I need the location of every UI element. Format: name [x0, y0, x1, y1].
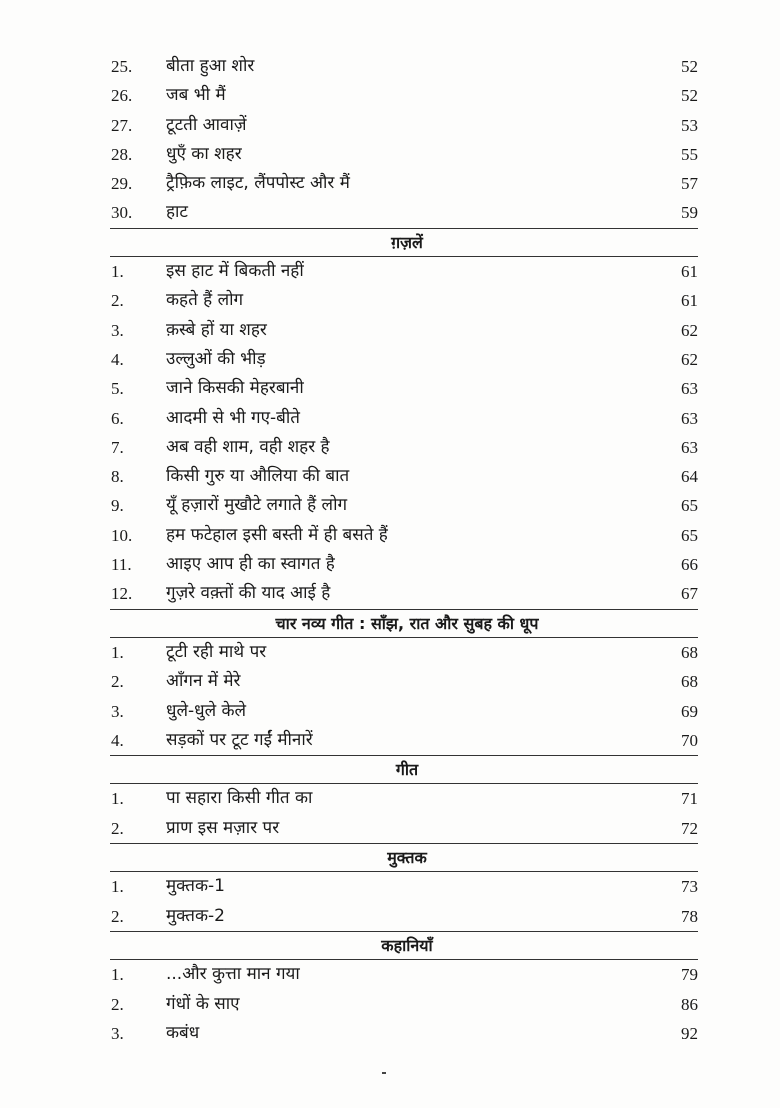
- entry-title: ट्रैफ़िक लाइट, लैंपपोस्ट और मैं: [166, 173, 350, 194]
- entry-page-number: 79: [681, 965, 698, 985]
- entry-page-number: 63: [681, 437, 698, 457]
- entry-number: 27.: [111, 115, 133, 135]
- entry-title: मुक्तक-1: [166, 876, 225, 897]
- entry-number: 3.: [111, 701, 124, 721]
- entry-number: 10.: [111, 525, 133, 545]
- entry-page-number: 61: [681, 262, 698, 282]
- entry-number: 28.: [111, 144, 133, 164]
- entry-number: 25.: [111, 57, 133, 76]
- entry-page-number: 66: [681, 555, 698, 575]
- page-footer-mark: [382, 1072, 386, 1074]
- entry-title: किसी गुरु या औलिया की बात: [166, 466, 350, 487]
- section-heading: [0, 228, 780, 257]
- entry-number: 30.: [111, 203, 133, 223]
- toc-entry: [0, 140, 780, 169]
- entry-title: टूटती आवाज़ें: [166, 114, 247, 135]
- entry-number: 2.: [111, 672, 124, 692]
- entry-number: 6.: [111, 408, 124, 428]
- entry-page-number: 62: [681, 349, 698, 369]
- section-heading: [0, 755, 780, 784]
- toc-entry: [0, 960, 780, 989]
- section-heading: [0, 843, 780, 872]
- entry-title: जब भी मैं: [166, 85, 226, 106]
- entry-page-number: 72: [681, 818, 698, 838]
- toc-entry: [0, 491, 780, 520]
- entry-page-number: 63: [681, 408, 698, 428]
- entry-page-number: 69: [681, 701, 698, 721]
- toc-entry: [0, 52, 780, 81]
- toc-entry: [0, 550, 780, 579]
- entry-number: 1.: [111, 877, 124, 897]
- toc-entry: [0, 697, 780, 726]
- toc-entry: [0, 169, 780, 198]
- entry-page-number: 73: [681, 877, 698, 897]
- entry-page-number: 52: [681, 86, 698, 106]
- entry-page-number: 64: [681, 467, 698, 487]
- toc-entry: [0, 111, 780, 140]
- entry-title: उल्लुओं की भीड़: [166, 348, 266, 369]
- toc-entry: [0, 374, 780, 403]
- toc-entry: [0, 579, 780, 608]
- entry-number: 3.: [111, 320, 124, 340]
- entry-page-number: 55: [681, 144, 698, 164]
- entry-number: 1.: [111, 789, 124, 809]
- entry-title: प्राण इस मज़ार पर: [166, 817, 280, 838]
- toc-entry: [0, 902, 780, 931]
- section-title: मुक्तक: [387, 848, 427, 868]
- entry-page-number: 86: [681, 994, 698, 1014]
- entry-number: 8.: [111, 467, 124, 487]
- entry-page-number: 78: [681, 906, 698, 926]
- section-title: चार नव्य गीत : साँझ, रात और सुबह की धूप: [275, 613, 539, 633]
- toc-entry: [0, 81, 780, 110]
- entry-title: पा सहारा किसी गीत का: [166, 788, 313, 809]
- entry-number: 2.: [111, 818, 124, 838]
- entry-number: 2.: [111, 291, 124, 311]
- entry-page-number: 62: [681, 320, 698, 340]
- toc-entry: [0, 404, 780, 433]
- entry-page-number: 92: [681, 1023, 698, 1043]
- entry-page-number: 71: [681, 789, 698, 809]
- entry-number: 1.: [111, 965, 124, 985]
- toc-entry: [0, 345, 780, 374]
- entry-title: आदमी से भी गए-बीते: [166, 407, 300, 428]
- entry-page-number: 67: [681, 584, 698, 604]
- entry-number: 29.: [111, 174, 133, 194]
- toc-entry: [0, 638, 780, 667]
- entry-page-number: 65: [681, 525, 698, 545]
- entry-title: ...और कुत्ता मान गया: [166, 964, 300, 985]
- entry-number: 11.: [111, 555, 132, 575]
- entry-title: जाने किसकी मेहरबानी: [166, 378, 304, 399]
- section-title: कहानियाँ: [381, 935, 433, 955]
- entry-number: 3.: [111, 1023, 124, 1043]
- toc-entry: [0, 198, 780, 227]
- entry-title: गुज़रे वक़्तों की याद आई है: [166, 583, 331, 604]
- entry-title: आँगन में मेरे: [166, 671, 241, 692]
- toc-entry: [0, 462, 780, 491]
- entry-number: 7.: [111, 437, 124, 457]
- entry-title: टूटी रही माथे पर: [166, 641, 267, 662]
- toc-entry: [0, 990, 780, 1019]
- entry-number: 2.: [111, 906, 124, 926]
- toc-entry: [0, 814, 780, 843]
- toc-entry: [0, 872, 780, 901]
- toc-entry: [0, 433, 780, 462]
- entry-title: सड़कों पर टूट गईं मीनारें: [166, 729, 313, 750]
- entry-title: हाट: [166, 202, 188, 223]
- entry-number: 2.: [111, 994, 124, 1014]
- entry-page-number: 63: [681, 379, 698, 399]
- section-title: ग़ज़लें: [391, 232, 423, 252]
- entry-title: धुएँ का शहर: [166, 143, 242, 164]
- entry-title: यूँ हज़ारों मुखौटे लगाते हैं लोग: [166, 495, 348, 516]
- section-title: गीत: [395, 760, 419, 780]
- toc-entry: [0, 667, 780, 696]
- entry-number: 5.: [111, 379, 124, 399]
- entry-page-number: 53: [681, 115, 698, 135]
- entry-page-number: 68: [681, 642, 698, 662]
- entry-page-number: 57: [681, 174, 698, 194]
- entry-title: आइए आप ही का स्वागत है: [166, 554, 335, 575]
- entry-number: 1.: [111, 262, 124, 282]
- entry-title: हम फटेहाल इसी बस्ती में ही बसते हैं: [166, 524, 388, 545]
- table-of-contents: [0, 52, 780, 1048]
- entry-title: अब वही शाम, वही शहर है: [166, 436, 330, 457]
- toc-entry: [0, 286, 780, 315]
- entry-number: 4.: [111, 349, 124, 369]
- entry-page-number: 65: [681, 496, 698, 516]
- entry-number: 9.: [111, 496, 124, 516]
- toc-entry: [0, 1019, 780, 1048]
- section-heading: [0, 931, 780, 960]
- toc-entry: [0, 257, 780, 286]
- toc-entry: [0, 726, 780, 755]
- entry-title: कबंध: [166, 1022, 200, 1043]
- entry-page-number: 61: [681, 291, 698, 311]
- entry-page-number: 70: [681, 730, 698, 750]
- section-heading: [0, 609, 780, 638]
- toc-entry: [0, 316, 780, 345]
- entry-title: गंधों के साए: [166, 993, 240, 1014]
- entry-page-number: 52: [681, 57, 698, 76]
- entry-title: बीता हुआ शोर: [166, 56, 255, 76]
- toc-entry: [0, 521, 780, 550]
- entry-title: इस हाट में बिकती नहीं: [166, 261, 304, 282]
- entry-page-number: 59: [681, 203, 698, 223]
- entry-title: धुले-धुले केले: [166, 700, 247, 721]
- entry-title: क़स्बे हों या शहर: [166, 319, 267, 340]
- entry-number: 4.: [111, 730, 124, 750]
- entry-title: मुक्तक-2: [166, 905, 225, 926]
- entry-number: 26.: [111, 86, 133, 106]
- entry-title: कहते हैं लोग: [166, 290, 244, 311]
- entry-number: 1.: [111, 642, 124, 662]
- entry-page-number: 68: [681, 672, 698, 692]
- toc-entry: [0, 784, 780, 813]
- entry-number: 12.: [111, 584, 133, 604]
